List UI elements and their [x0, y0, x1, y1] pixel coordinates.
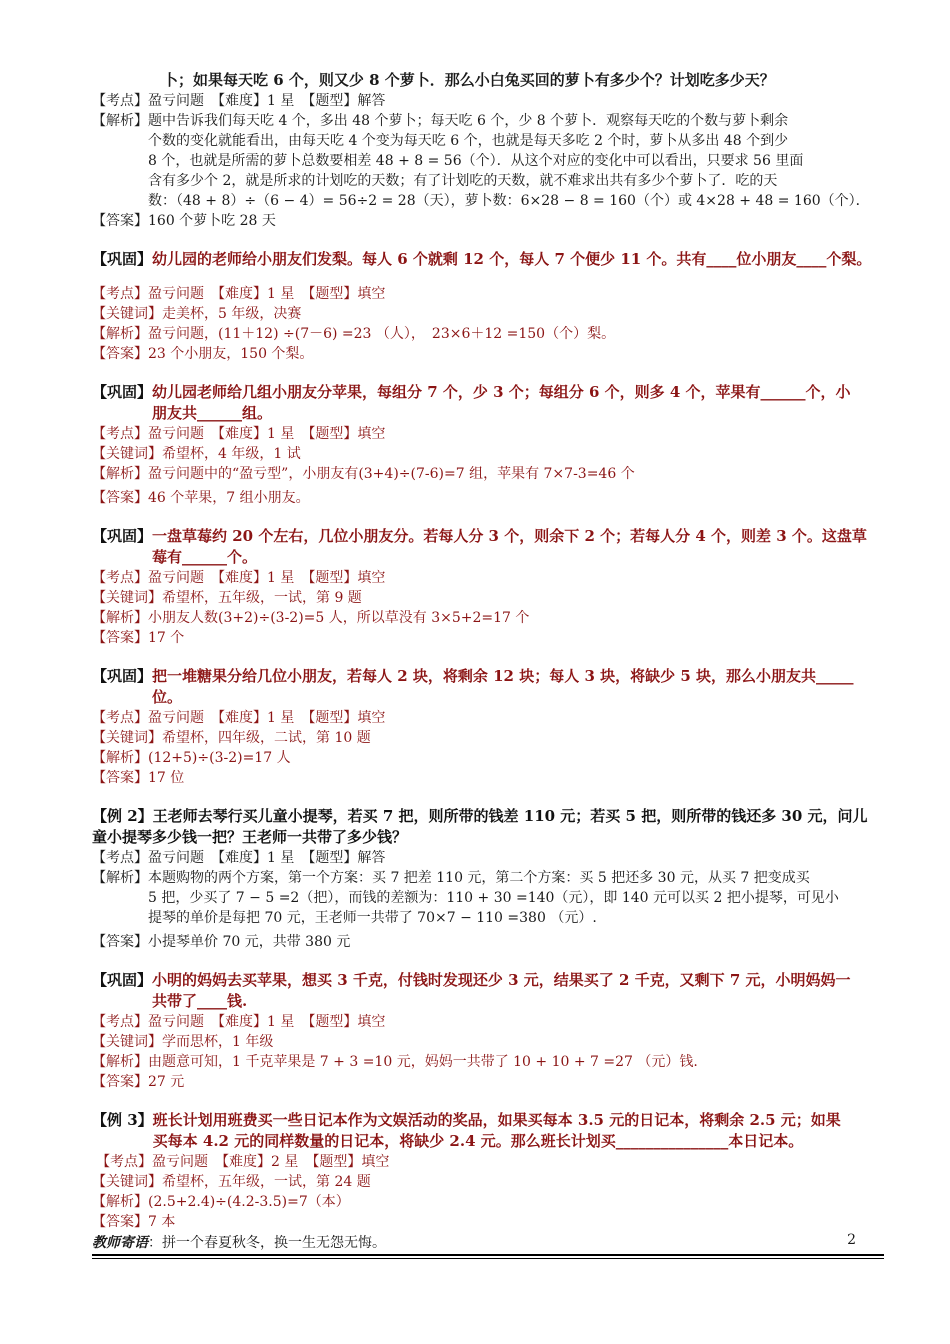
jiexi-line: 题中告诉我们每天吃 4 个，多出 48 个萝卜；每天吃 6 个，少 8 个萝卜．观察每天吃的个数与萝卜剩余 [148, 113, 789, 129]
gonggu-1-kaodian: 【考点】盈亏问题 【难度】1 星 【题型】填空 [92, 286, 386, 302]
gonggu-2-jiexi [92, 464, 884, 484]
answer-text: 23 个小朋友，150 个梨。 [148, 346, 314, 362]
question-text [153, 806, 884, 827]
footer-text: ：拼一个春夏秋冬，换一生无怨无悔。 [148, 1235, 386, 1251]
question-line: 小明的妈妈去买苹果，想买 3 千克，付钱时发现还少 3 元，结果买了 2 千克，又剩下 7 元，小明妈妈一 [152, 971, 851, 989]
question-text [152, 970, 884, 1012]
answer-label: 【答案】 [92, 490, 148, 506]
jiexi-text: 由题意可知，1 千克苹果是 7 + 3 =10 元，妈妈一共带了 10 + 10 + 7 =27 （元）钱. [148, 1054, 698, 1070]
page-footer [92, 1232, 884, 1252]
answer-text: 46 个苹果，7 组小朋友。 [148, 490, 310, 506]
jiexi-label: 【解析】 [92, 326, 148, 342]
example-2-jiexi [92, 868, 884, 928]
question-line: 买每本 4.2 元的同样数量的日记本，将缺少 2.4 元。那么班长计划买_______________本日记本。 [152, 1132, 804, 1150]
example-3-jiexi [92, 1192, 884, 1212]
gonggu-3-question [92, 526, 884, 568]
question-line: 位。 [152, 688, 183, 706]
jiexi-text [148, 868, 884, 928]
answer-text: 160 个萝卜吃 28 天 [148, 213, 276, 229]
example-2-answer [92, 932, 884, 952]
gonggu-3-answer [92, 628, 884, 648]
jiexi-label: 【解析】 [92, 113, 148, 129]
document-page [92, 70, 884, 1232]
jiexi-line: 含有多少个 2，就是所求的计划吃的天数；有了计划吃的天数，就不难求出共有多少个萝卜了．吃的天 [148, 173, 778, 189]
keywords-text: 希望杯，4 年级，1 试 [162, 446, 301, 462]
answer-text: 17 个 [148, 630, 185, 646]
gonggu-label: 【巩固】 [92, 383, 153, 401]
gonggu-5-jiexi [92, 1052, 884, 1072]
question-text [152, 666, 884, 708]
example-3-kaodian: 【考点】盈亏问题 【难度】2 星 【题型】填空 [96, 1154, 390, 1170]
answer-label: 【答案】 [92, 1214, 148, 1230]
question-continuation: 卜；如果每天吃 6 个，则又少 8 个萝卜．那么小白兔买回的萝卜有多少个？计划吃多少天？ [163, 71, 775, 89]
answer-label: 【答案】 [92, 1074, 148, 1090]
question-text [152, 526, 884, 568]
gonggu-3-jiexi [92, 608, 884, 628]
answer-label: 【答案】 [92, 630, 148, 646]
answer-text: 17 位 [148, 770, 185, 786]
answer-label: 【答案】 [92, 934, 148, 950]
intro-meta: 【考点】盈亏问题 【难度】1 星 【题型】解答 [92, 93, 386, 109]
footer-label: 教师寄语 [92, 1235, 148, 1251]
page-number: 2 [847, 1232, 856, 1248]
gonggu-label: 【巩固】 [92, 971, 153, 989]
keywords-label: 【关键词】 [92, 446, 162, 462]
gonggu-label: 【巩固】 [92, 667, 153, 685]
question-line: 班长计划用班费买一些日记本作为文娱活动的奖品，如果买每本 3.5 元的日记本，将剩余 2.5 元；如果 [152, 1111, 841, 1129]
keywords-text: 走美杯，5 年级，决赛 [162, 306, 302, 322]
jiexi-text: 小朋友人数(3+2)÷(3-2)=5 人，所以草没有 3×5+2=17 个 [148, 610, 530, 626]
keywords-label: 【关键词】 [92, 590, 162, 606]
question-line: 莓有______个。 [152, 548, 258, 566]
question-line: 王老师去琴行买儿童小提琴，若买 7 把，则所带的钱差 110 元；若买 5 把，则所带的钱还多 30 元，问儿 [152, 807, 868, 825]
jiexi-line: 5 把，少买了 7 − 5 =2（把），而钱的差额为：110 + 30 =140（元），即 140 元可以买 2 把小提琴，可见小 [148, 890, 839, 906]
jiexi-text: (12+5)÷(3-2)=17 人 [148, 750, 291, 766]
gonggu-4-answer [92, 768, 884, 788]
answer-text: 小提琴单价 70 元，共带 380 元 [148, 934, 351, 950]
gonggu-3-keywords [92, 588, 884, 608]
gonggu-2-question [92, 382, 884, 424]
intro-answer [92, 211, 884, 231]
keywords-label: 【关键词】 [92, 730, 162, 746]
jiexi-line: 数：（48 + 8）÷（6 − 4）= 56÷2 = 28（天），萝卜数：6×28 − 8 = 160（个）或 4×28 + 48 = 160（个）． [148, 193, 870, 209]
gonggu-1-keywords [92, 304, 884, 324]
gonggu-2-keywords [92, 444, 884, 464]
question-line: 一盘草莓约 20 个左右，几位小朋友分。若每人分 3 个，则余下 2 个；若每人分 4 个，则差 3 个。这盘草 [152, 527, 867, 545]
example-3-answer [92, 1212, 884, 1232]
answer-label: 【答案】 [92, 770, 148, 786]
jiexi-label: 【解析】 [92, 466, 148, 482]
keywords-text: 希望杯，五年级，一试，第 24 题 [162, 1174, 371, 1190]
question-text [153, 1110, 884, 1152]
jiexi-label: 【解析】 [92, 610, 148, 626]
question-line: 把一堆糖果分给几位小朋友，若每人 2 块，将剩余 12 块；每人 3 块，将缺少 5 块，那么小朋友共_____ [152, 667, 854, 685]
gonggu-4-keywords [92, 728, 884, 748]
jiexi-text: 盈亏问题中的“盈亏型”，小朋友有(3+4)÷(7-6)=7 组，苹果有 7×7-3=46 个 [148, 466, 635, 482]
keywords-label: 【关键词】 [92, 306, 162, 322]
question-line: 幼儿园老师给几组小朋友分苹果，每组分 7 个，少 3 个；每组分 6 个，则多 4 个，苹果有______个，小 [152, 383, 851, 401]
jiexi-label: 【解析】 [92, 870, 148, 886]
gonggu-2-kaodian: 【考点】盈亏问题 【难度】1 星 【题型】填空 [92, 426, 386, 442]
gonggu-label: 【巩固】 [92, 250, 153, 268]
example-label: 【例 2】 [92, 807, 153, 825]
gonggu-1-answer [92, 344, 884, 364]
question-line: 共带了____钱. [152, 992, 248, 1010]
jiexi-label: 【解析】 [92, 1194, 148, 1210]
footer-rule-thin [92, 1258, 884, 1259]
gonggu-5-kaodian: 【考点】盈亏问题 【难度】1 星 【题型】填空 [92, 1014, 386, 1030]
gonggu-4-kaodian: 【考点】盈亏问题 【难度】1 星 【题型】填空 [92, 710, 386, 726]
gonggu-2-answer [92, 488, 884, 508]
example-3-question [92, 1110, 884, 1152]
gonggu-label: 【巩固】 [92, 527, 153, 545]
example-label: 【例 3】 [92, 1111, 153, 1129]
jiexi-line: 8 个，也就是所需的萝卜总数要相差 48 + 8 = 56（个）．从这个对应的变化中可以看出，只要求 56 里面 [148, 153, 804, 169]
example-2-question [92, 806, 884, 827]
gonggu-4-question [92, 666, 884, 708]
jiexi-text: (2.5+2.4)÷(4.2-3.5)=7（本） [148, 1194, 350, 1210]
keywords-text: 学而思杯，1 年级 [162, 1034, 274, 1050]
answer-text: 7 本 [148, 1214, 176, 1230]
gonggu-4-jiexi [92, 748, 884, 768]
keywords-text: 希望杯，五年级，一试，第 9 题 [162, 590, 362, 606]
jiexi-text: 盈亏问题，(11＋12) ÷(7－6) =23 （人）， 23×6＋12 =150（个）梨。 [148, 326, 616, 342]
question-line: 童小提琴多少钱一把？王老师一共带了多少钱？ [92, 828, 408, 846]
example-2-kaodian: 【考点】盈亏问题 【难度】1 星 【题型】解答 [92, 850, 386, 866]
question-text [152, 382, 884, 424]
intro-jiexi [92, 111, 884, 211]
jiexi-line: 个数的变化就能看出，由每天吃 4 个变为每天吃 6 个，也就是每天多吃 2 个时，萝卜从多出 48 个到少 [148, 133, 789, 149]
answer-label: 【答案】 [92, 346, 148, 362]
jiexi-line: 本题购物的两个方案，第一个方案：买 7 把差 110 元，第二个方案：买 5 把还多 30 元，从买 7 把变成买 [148, 870, 810, 886]
keywords-label: 【关键词】 [92, 1174, 162, 1190]
keywords-text: 希望杯，四年级，二试，第 10 题 [162, 730, 371, 746]
question-line: 朋友共______组。 [152, 404, 273, 422]
jiexi-label: 【解析】 [92, 1054, 148, 1070]
gonggu-5-keywords [92, 1032, 884, 1052]
keywords-label: 【关键词】 [92, 1034, 162, 1050]
jiexi-line: 提琴的单价是每把 70 元，王老师一共带了 70×7 − 110 =380 （元）. [148, 910, 597, 926]
footer-rule [92, 1254, 884, 1256]
example-3-keywords [92, 1172, 884, 1192]
gonggu-3-kaodian: 【考点】盈亏问题 【难度】1 星 【题型】填空 [92, 570, 386, 586]
jiexi-text [148, 111, 884, 211]
gonggu-5-question [92, 970, 884, 1012]
answer-label: 【答案】 [92, 213, 148, 229]
gonggu-1-jiexi [92, 324, 884, 344]
answer-text: 27 元 [148, 1074, 185, 1090]
gonggu-1-question [92, 249, 884, 270]
gonggu-5-answer [92, 1072, 884, 1092]
jiexi-label: 【解析】 [92, 750, 148, 766]
question-text: 幼儿园的老师给小朋友们发梨。每人 6 个就剩 12 个，每人 7 个便少 11 个。共有____位小朋友____个梨。 [152, 250, 872, 268]
